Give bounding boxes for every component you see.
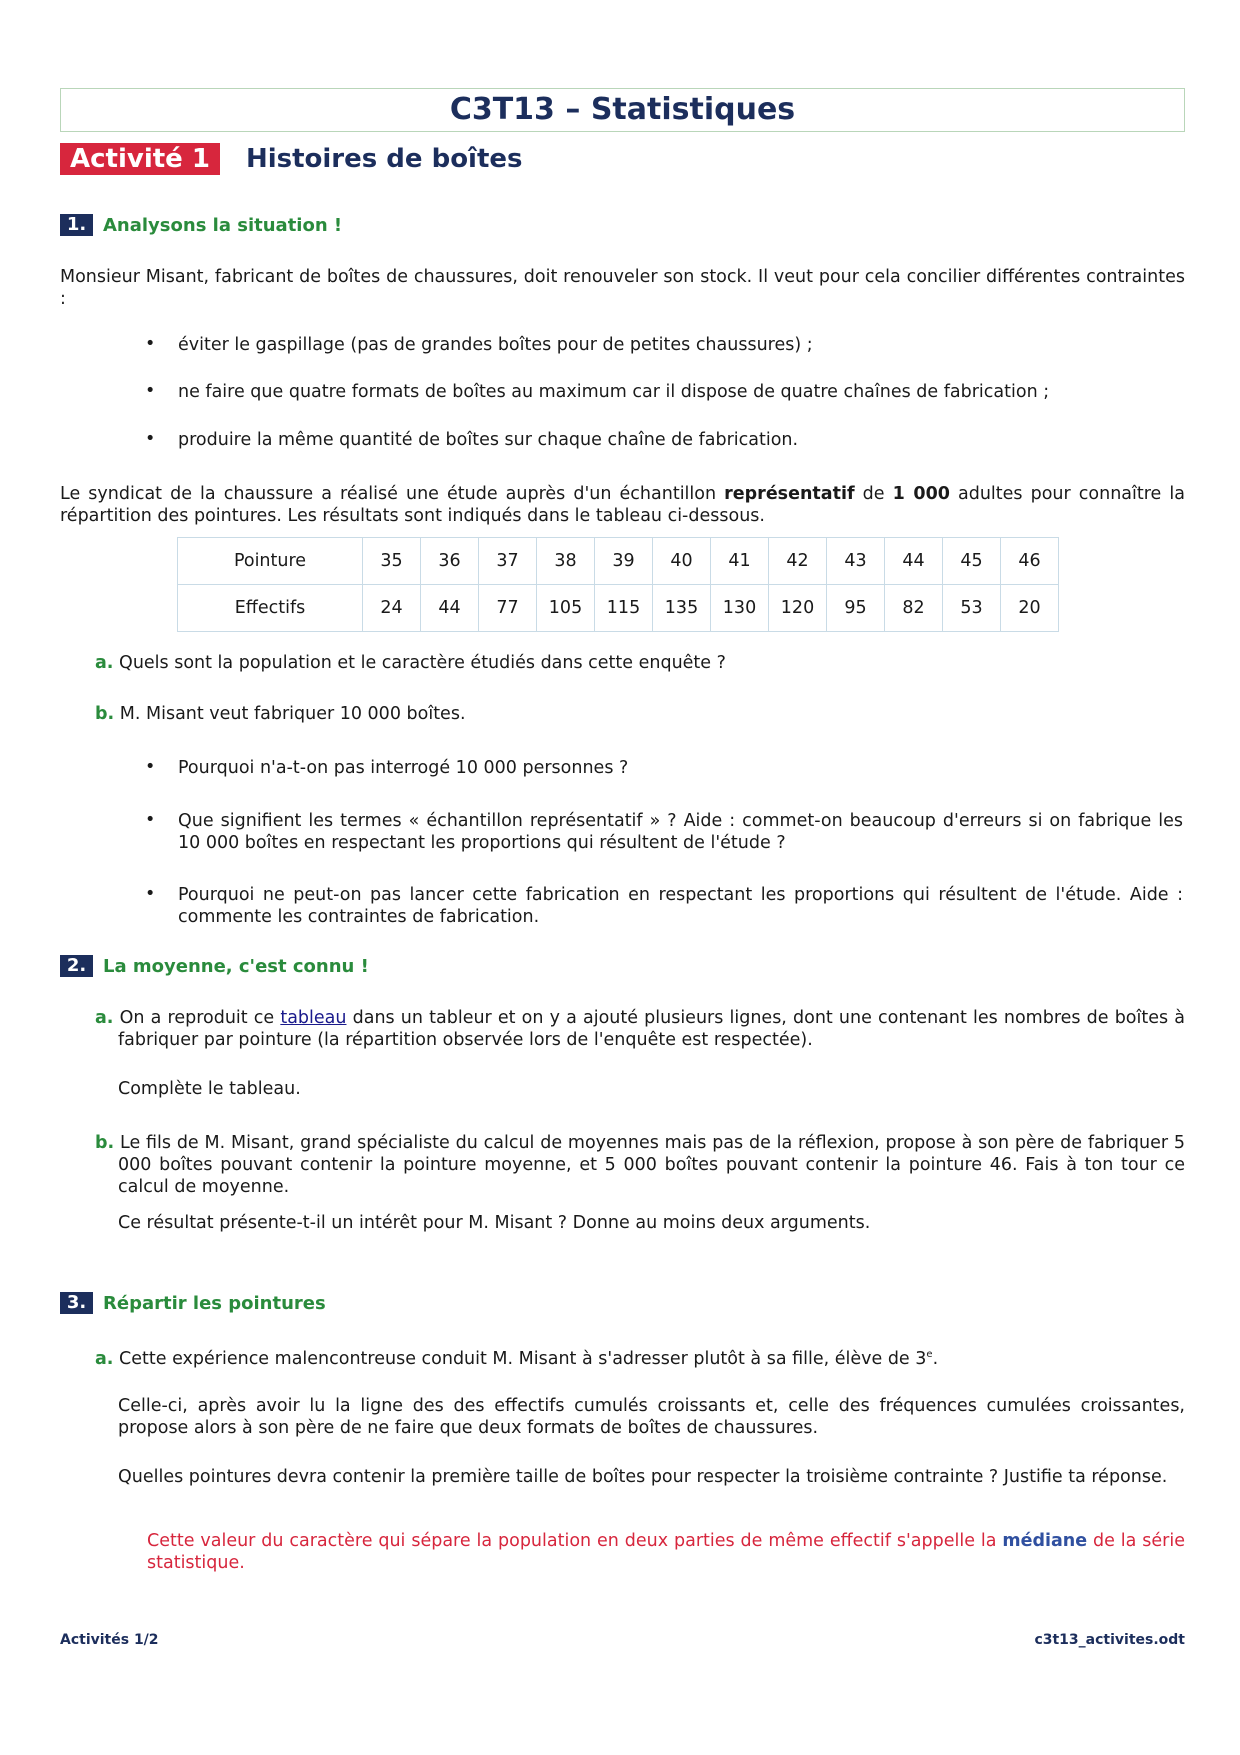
section-3-header (60, 1292, 326, 1314)
question-letter: b. (95, 704, 115, 724)
question-text: dans un tableur et on y a ajouté plusieurs lignes, dont une contenant les nombres de boîtes à fabriquer par pointure (la répartition observée lors de l'enquête est respectée). (118, 1008, 1185, 1050)
paragraph: Celle-ci, après avoir lu la ligne des des effectifs cumulés croissants et, celle des fréquences cumulées croissantes, propose alors à son père de ne faire que deux formats de boîtes de chaussures. (118, 1396, 1185, 1438)
definition-text: Cette valeur du caractère qui sépare la population en deux parties de même effectif s'appelle la (147, 1531, 1003, 1551)
definition-text: de la série statistique. (147, 1531, 1185, 1573)
question-1b (95, 703, 1185, 725)
table-cell: 38 (537, 538, 595, 585)
question-text: M. Misant veut fabriquer 10 000 boîtes. (119, 704, 466, 724)
syndicat-paragraph (60, 483, 1185, 527)
table-cell: 43 (827, 538, 885, 585)
section-1-header (60, 214, 342, 236)
section-number: 3. (60, 1292, 93, 1314)
constraint-item: éviter le gaspillage (pas de grandes boîtes pour de petites chaussures) ; (178, 335, 813, 355)
syndicat-text: de (854, 484, 893, 504)
pointure-table (177, 537, 1059, 632)
question-letter: a. (95, 1008, 114, 1028)
page-title: C3T13 – Statistiques (60, 88, 1185, 132)
table-cell: 95 (827, 585, 885, 632)
table-cell: 44 (885, 538, 943, 585)
footer-right: c3t13_activites.odt (1034, 1632, 1185, 1648)
question-3a (95, 1344, 1185, 1370)
table-cell: 130 (711, 585, 769, 632)
table-cell: 39 (595, 538, 653, 585)
paragraph: Quelles pointures devra contenir la première taille de boîtes pour respecter la troisième contrainte ? Justifie ta réponse. (118, 1467, 1168, 1487)
syndicat-bold: 1 000 (892, 484, 950, 504)
sub-question: Que signifient les termes « échantillon représentatif » ? Aide : commet-on beaucoup d'erreurs si on fabrique les 10 000 boîtes en respectant les proportions qui résultent de l'étude ? (178, 811, 1183, 853)
table-cell: 42 (769, 538, 827, 585)
section-number: 2. (60, 955, 93, 977)
section-number: 1. (60, 214, 93, 236)
table-cell: 24 (363, 585, 421, 632)
section-title: Analysons la situation ! (103, 214, 343, 236)
question-text: Quels sont la population et le caractère étudiés dans cette enquête ? (119, 653, 726, 673)
syndicat-text: adultes pour connaître la répartition des pointures. Les résultats sont indiqués dans le tableau ci-dessous. (60, 484, 1185, 526)
sub-question: Pourquoi ne peut-on pas lancer cette fabrication en respectant les proportions qui résultent de l'étude. Aide : commente les contraintes de fabrication. (178, 885, 1183, 927)
section-2-header (60, 955, 369, 977)
question-text: On a reproduit ce (119, 1008, 281, 1028)
question-text: Le fils de M. Misant, grand spécialiste du calcul de moyennes mais pas de la réflexion, propose à son père de fabriquer 5 000 boîtes pouvant contenir la pointure moyenne, et 5 000 boîtes pouvant contenir la pointure 46. Fais à ton tour ce calcul de moyenne. (118, 1133, 1185, 1197)
table-cell: 46 (1001, 538, 1059, 585)
row-header: Effectifs (178, 585, 363, 632)
activity-header (60, 142, 1185, 176)
table-row (178, 585, 1059, 632)
page (60, 88, 1185, 176)
bullet-dot: • (145, 757, 156, 777)
syndicat-text: Le syndicat de la chaussure a réalisé une étude auprès d'un échantillon (60, 484, 725, 504)
question-text: . (932, 1348, 939, 1369)
question-letter: b. (95, 1133, 115, 1153)
mediane-term: médiane (1002, 1531, 1088, 1551)
mediane-definition (147, 1530, 1185, 1574)
table-cell: 115 (595, 585, 653, 632)
table-cell: 105 (537, 585, 595, 632)
table-cell: 35 (363, 538, 421, 585)
question-follow: Ce résultat présente-t-il un intérêt pour M. Misant ? Donne au moins deux arguments. (118, 1213, 871, 1233)
constraint-item: ne faire que quatre formats de boîtes au maximum car il dispose de quatre chaînes de fabrication ; (178, 382, 1050, 402)
bullet-dot: • (145, 381, 156, 401)
table-cell: 82 (885, 585, 943, 632)
question-2b (95, 1132, 1185, 1198)
table-cell: 120 (769, 585, 827, 632)
table-cell: 36 (421, 538, 479, 585)
table-cell: 41 (711, 538, 769, 585)
bullet-dot: • (145, 429, 156, 449)
table-cell: 20 (1001, 585, 1059, 632)
activity-title: Histoires de boîtes (245, 144, 523, 174)
superscript: e (926, 1349, 933, 1360)
table-cell: 77 (479, 585, 537, 632)
instruction: Complète le tableau. (118, 1079, 301, 1099)
bullet-dot: • (145, 884, 156, 904)
syndicat-bold: représentatif (724, 484, 855, 504)
table-row (178, 538, 1059, 585)
intro-paragraph: Monsieur Misant, fabricant de boîtes de chaussures, doit renouveler son stock. Il veut pour cela concilier différentes contraintes : (60, 267, 1185, 309)
table-cell: 37 (479, 538, 537, 585)
activity-badge: Activité 1 (60, 143, 220, 175)
section-title: Répartir les pointures (103, 1292, 326, 1314)
question-letter: a. (95, 653, 114, 673)
table-cell: 40 (653, 538, 711, 585)
tableau-link[interactable]: tableau (280, 1008, 347, 1028)
question-letter: a. (95, 1348, 114, 1369)
section-title: La moyenne, c'est connu ! (103, 955, 369, 977)
question-1a (95, 652, 1185, 674)
table-cell: 53 (943, 585, 1001, 632)
row-header: Pointure (178, 538, 363, 585)
constraint-item: produire la même quantité de boîtes sur chaque chaîne de fabrication. (178, 430, 799, 450)
question-text: Cette expérience malencontreuse conduit M. Misant à s'adresser plutôt à sa fille, élève de 3 (119, 1348, 927, 1369)
bullet-dot: • (145, 810, 156, 830)
table-cell: 135 (653, 585, 711, 632)
footer-left: Activités 1/2 (60, 1632, 159, 1648)
bullet-dot: • (145, 334, 156, 354)
table-cell: 45 (943, 538, 1001, 585)
sub-question: Pourquoi n'a-t-on pas interrogé 10 000 personnes ? (178, 758, 629, 778)
question-2a (95, 1007, 1185, 1051)
table-cell: 44 (421, 585, 479, 632)
